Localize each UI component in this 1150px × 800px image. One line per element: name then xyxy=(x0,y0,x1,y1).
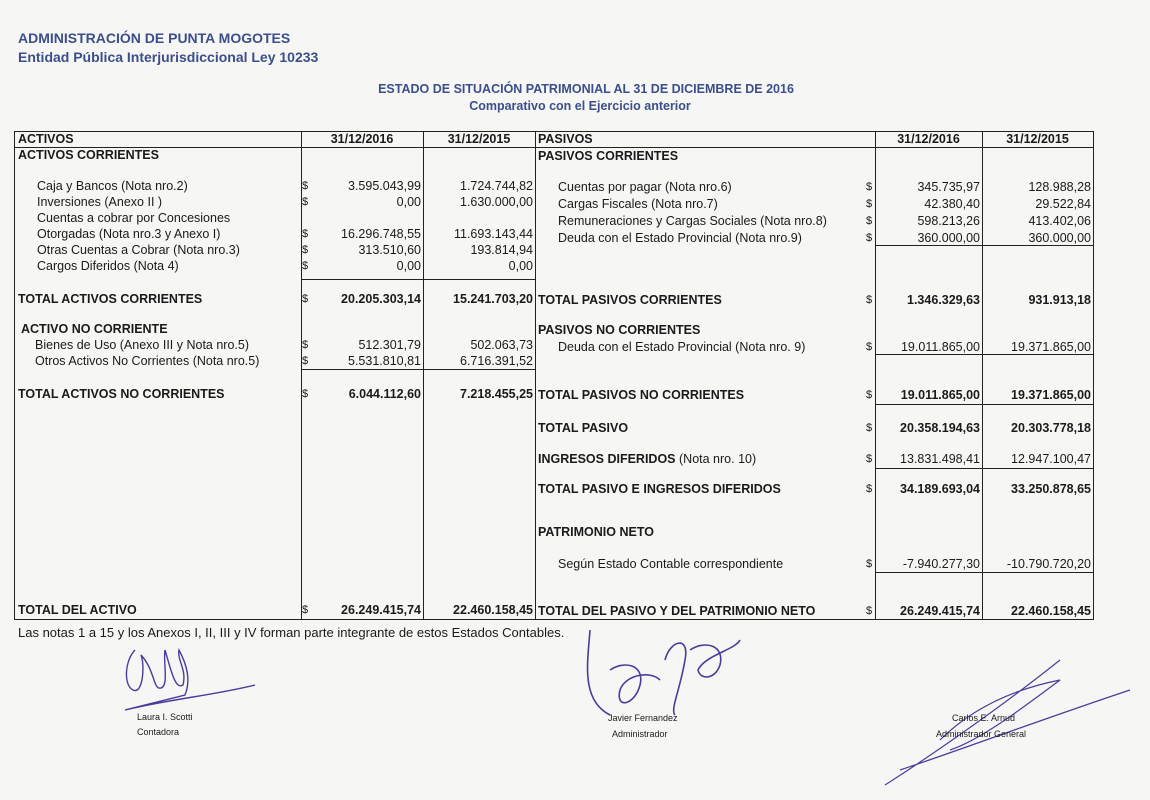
pasivo-corriente-value-2015: 360.000,00 xyxy=(1028,231,1091,245)
currency-symbol: $ xyxy=(302,244,309,256)
signature-3-role: Administrador General xyxy=(936,729,1027,739)
signature-1-name: Laura I. Scotti xyxy=(137,712,193,722)
balance-sheet-table xyxy=(14,131,1094,620)
activo-corriente-row-label: Otorgadas (Nota nro.3 y Anexo I) xyxy=(37,227,221,241)
currency-symbol: $ xyxy=(302,260,309,272)
total-activos-no-corrientes-label: TOTAL ACTIVOS NO CORRIENTES xyxy=(18,387,225,401)
total-pasivos-no-corrientes-2016: 19.011.865,00 xyxy=(900,388,980,402)
pasivo-corriente-row-label: Cuentas por pagar (Nota nro.6) xyxy=(558,180,732,194)
ingresos-diferidos-2015: 12.947.100,47 xyxy=(1011,452,1091,466)
total-pasivo-ingresos-label: TOTAL PASIVO E INGRESOS DIFERIDOS xyxy=(538,482,781,496)
currency-symbol: $ xyxy=(866,453,873,465)
activos-heading: ACTIVOS xyxy=(18,132,74,146)
currency-symbol: $ xyxy=(866,232,873,244)
currency-symbol: $ xyxy=(866,422,873,434)
report-subtitle: Comparativo con el Ejercicio anterior xyxy=(469,99,691,113)
currency-symbol: $ xyxy=(866,215,873,227)
total-pasivos-corrientes-2015: 931.913,18 xyxy=(1028,293,1091,307)
activo-no-corriente-row-label: Bienes de Uso (Anexo III y Nota nro.5) xyxy=(35,338,249,352)
activos-col-2016: 31/12/2016 xyxy=(330,132,394,146)
pasivo-corriente-row-label: Deuda con el Estado Provincial (Nota nro.9) xyxy=(558,231,802,245)
pasivo-corriente-value-2016: 345.735,97 xyxy=(917,180,980,194)
pasivo-corriente-value-2016: 360.000,00 xyxy=(917,231,980,245)
pasivos-heading: PASIVOS xyxy=(538,132,593,146)
patrimonio-row-label: Según Estado Contable correspondiente xyxy=(558,557,784,571)
total-activos-corrientes-2016: 20.205.303,14 xyxy=(341,292,421,306)
subtotal-rule xyxy=(301,369,535,370)
signature-3-name: Carlos E. Arnud xyxy=(952,713,1016,723)
total-pasivo-patrimonio-2016: 26.249.415,74 xyxy=(900,604,980,618)
currency-symbol: $ xyxy=(866,181,873,193)
total-pasivos-corrientes-2016: 1.346.329,63 xyxy=(907,293,980,307)
pasivo-corriente-row-label: Remuneraciones y Cargas Sociales (Nota nro.8) xyxy=(558,214,827,228)
currency-symbol: $ xyxy=(302,355,309,367)
activos-col-2015: 31/12/2015 xyxy=(447,132,511,146)
activo-corriente-value-2016: 16.296.748,55 xyxy=(341,227,421,241)
pasivo-corriente-value-2015: 128.988,28 xyxy=(1028,180,1091,194)
currency-symbol: $ xyxy=(866,389,873,401)
signature-2-name: Javier Fernandez xyxy=(608,713,678,723)
total-pasivo-2015: 20.303.778,18 xyxy=(1011,421,1091,435)
activo-no-corriente-row-label: Otros Activos No Corrientes (Nota nro.5) xyxy=(35,354,260,368)
activo-no-corriente-value-2015: 502.063,73 xyxy=(470,338,533,352)
total-activo-2016: 26.249.415,74 xyxy=(341,603,421,617)
total-activos-no-corrientes-2015: 7.218.455,25 xyxy=(460,387,533,401)
total-pasivo-ingresos-2016: 34.189.693,04 xyxy=(900,482,980,496)
total-pasivo-ingresos-2015: 33.250.878,65 xyxy=(1011,482,1091,496)
currency-symbol: $ xyxy=(302,180,309,192)
currency-symbol: $ xyxy=(302,604,309,616)
activo-no-corriente-label: ACTIVO NO CORRIENTE xyxy=(21,322,168,336)
pasivo-corriente-value-2016: 598.213,26 xyxy=(917,214,980,228)
signature-scotti xyxy=(105,630,265,720)
activo-corriente-value-2015: 1.724.744,82 xyxy=(460,179,533,193)
activo-corriente-value-2015: 1.630.000,00 xyxy=(460,195,533,209)
pasivos-col-2016: 31/12/2016 xyxy=(897,132,960,146)
subtotal-rule xyxy=(875,468,1093,469)
currency-symbol: $ xyxy=(866,341,873,353)
subtotal-rule xyxy=(875,404,1093,405)
currency-symbol: $ xyxy=(866,483,873,495)
patrimonio-2015: -10.790.720,20 xyxy=(1006,557,1091,571)
currency-symbol: $ xyxy=(866,605,873,617)
total-activo-label: TOTAL DEL ACTIVO xyxy=(18,603,137,617)
activo-corriente-row-label: Caja y Bancos (Nota nro.2) xyxy=(37,179,188,193)
activo-corriente-value-2015: 193.814,94 xyxy=(470,243,533,257)
header-rule xyxy=(15,147,1093,148)
col-divider xyxy=(875,132,876,619)
currency-symbol: $ xyxy=(302,339,309,351)
activo-corriente-value-2016: 0,00 xyxy=(396,259,421,273)
total-pasivo-2016: 20.358.194,63 xyxy=(900,421,980,435)
ingresos-diferidos-note: (Nota nro. 10) xyxy=(679,452,757,466)
currency-symbol: $ xyxy=(866,198,873,210)
activo-corriente-value-2015: 0,00 xyxy=(508,259,533,273)
signature-1-role: Contadora xyxy=(137,727,180,737)
currency-symbol: $ xyxy=(866,558,873,570)
activo-corriente-value-2016: 313.510,60 xyxy=(358,243,421,257)
currency-symbol: $ xyxy=(302,228,309,240)
currency-symbol: $ xyxy=(302,196,309,208)
pasivos-no-corrientes-label: PASIVOS NO CORRIENTES xyxy=(538,323,701,337)
pasivos-corrientes-label: PASIVOS CORRIENTES xyxy=(538,149,679,163)
currency-symbol: $ xyxy=(302,293,309,305)
activo-no-corriente-value-2016: 512.301,79 xyxy=(358,338,421,352)
total-pasivos-no-corrientes-label: TOTAL PASIVOS NO CORRIENTES xyxy=(538,388,745,402)
activos-corrientes-label: ACTIVOS CORRIENTES xyxy=(18,148,159,162)
activo-corriente-row-label: Cuentas a cobrar por Concesiones xyxy=(37,211,231,225)
currency-symbol: $ xyxy=(302,388,309,400)
patrimonio-2016: -7.940.277,30 xyxy=(902,557,980,571)
report-title: ESTADO DE SITUACIÓN PATRIMONIAL AL 31 DE DICIEMBRE DE 2016 xyxy=(378,82,794,96)
activo-corriente-row-label: Otras Cuentas a Cobrar (Nota nro.3) xyxy=(37,243,240,257)
col-divider xyxy=(535,132,536,619)
currency-symbol: $ xyxy=(866,294,873,306)
total-activos-corrientes-2015: 15.241.703,20 xyxy=(453,292,533,306)
pasivo-corriente-value-2015: 413.402,06 xyxy=(1028,214,1091,228)
total-pasivos-no-corrientes-2015: 19.371.865,00 xyxy=(1011,388,1091,402)
activo-corriente-value-2015: 11.693.143,44 xyxy=(453,227,533,241)
pasivo-no-corriente-value-2016: 19.011.865,00 xyxy=(900,340,980,354)
total-activos-no-corrientes-2016: 6.044.112,60 xyxy=(348,387,421,401)
subtotal-rule xyxy=(301,279,535,280)
ingresos-diferidos-row xyxy=(538,452,756,467)
pasivo-corriente-row-label: Cargas Fiscales (Nota nro.7) xyxy=(558,197,718,211)
total-activos-corrientes-label: TOTAL ACTIVOS CORRIENTES xyxy=(18,292,203,306)
total-pasivo-patrimonio-label: TOTAL DEL PASIVO Y DEL PATRIMONIO NETO xyxy=(538,604,816,618)
activo-no-corriente-value-2016: 5.531.810,81 xyxy=(348,354,421,368)
pasivo-no-corriente-row-label: Deuda con el Estado Provincial (Nota nro. 9) xyxy=(558,340,806,354)
activo-corriente-row-label: Inversiones (Anexo II ) xyxy=(37,195,163,209)
total-activo-2015: 22.460.158,45 xyxy=(453,603,533,617)
activo-corriente-value-2016: 3.595.043,99 xyxy=(348,179,421,193)
pasivo-corriente-value-2016: 42.380,40 xyxy=(924,197,980,211)
total-pasivo-label: TOTAL PASIVO xyxy=(538,421,629,435)
activo-corriente-value-2016: 0,00 xyxy=(396,195,421,209)
activo-corriente-row-label: Cargos Diferidos (Nota 4) xyxy=(37,259,179,273)
ingresos-diferidos-label: INGRESOS DIFERIDOS xyxy=(538,452,676,466)
patrimonio-neto-label: PATRIMONIO NETO xyxy=(538,525,654,539)
total-pasivos-corrientes-label: TOTAL PASIVOS CORRIENTES xyxy=(538,293,722,307)
pasivo-no-corriente-value-2015: 19.371.865,00 xyxy=(1011,340,1091,354)
entity-name: ADMINISTRACIÓN DE PUNTA MOGOTES xyxy=(18,30,291,46)
entity-subtitle: Entidad Pública Interjurisdiccional Ley 10233 xyxy=(18,49,319,65)
footnote: Las notas 1 a 15 y los Anexos I, II, III y IV forman parte integrante de estos Estados Contables. xyxy=(18,625,565,640)
total-pasivo-patrimonio-2015: 22.460.158,45 xyxy=(1011,604,1091,618)
pasivo-corriente-value-2015: 29.522,84 xyxy=(1035,197,1091,211)
subtotal-rule xyxy=(875,572,1093,573)
pasivos-col-2015: 31/12/2015 xyxy=(1006,132,1069,146)
signature-2-role: Administrador xyxy=(612,729,668,739)
ingresos-diferidos-2016: 13.831.498,41 xyxy=(900,452,980,466)
activo-no-corriente-value-2015: 6.716.391,52 xyxy=(460,354,533,368)
